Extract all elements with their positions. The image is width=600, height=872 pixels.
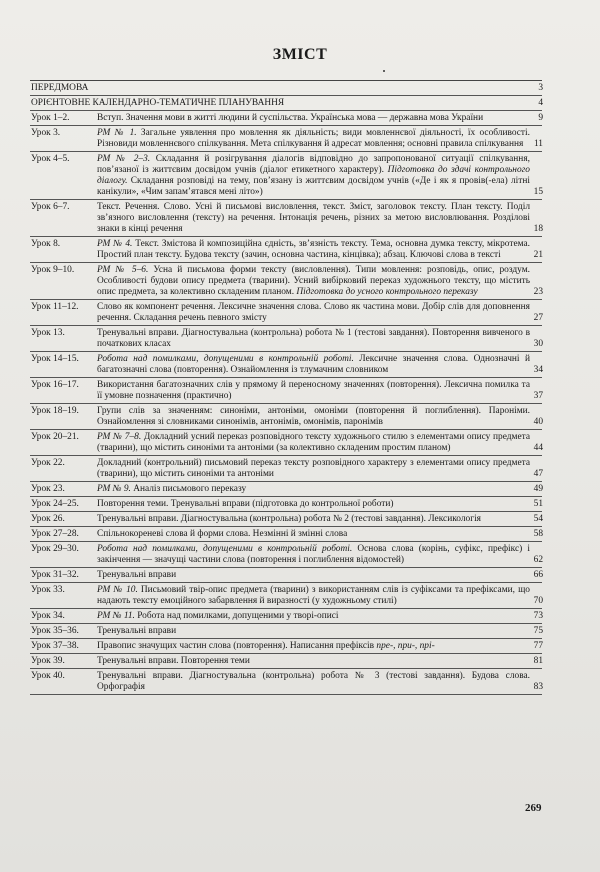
lesson-description	[97, 568, 542, 582]
toc-page-number: 49	[533, 484, 543, 494]
lesson-text-segment: Загальне уявлення про мовлення як діяльність; види мовленнєвої діяльності, їх особливості. Різновиди мовленнєвого спілкування. Мета спілкування й адресат мовлення; основні правила спілкування	[97, 128, 530, 149]
toc-page-number: 4	[538, 98, 543, 108]
toc-page-number: 18	[533, 224, 543, 234]
lesson-label: Урок 6–7.	[31, 202, 70, 212]
lesson-text	[97, 265, 542, 298]
lesson-text-segment: Тренувальні вправи. Діагностувальна (контрольна) робота № 3 (тестові завдання). Будова слова. Орфографія	[97, 671, 530, 692]
toc-page-number: 70	[533, 596, 543, 606]
lesson-description	[97, 111, 542, 125]
lesson-text	[97, 328, 542, 350]
lesson-label: Урок 35–36.	[31, 626, 79, 636]
lesson-label: Урок 11–12.	[31, 302, 79, 312]
lesson-text-segment: Тренувальні вправи. Діагностувальна (контрольна) робота № 1 (тестові завдання). Повторення вивченого в початкових класах	[97, 328, 530, 349]
lesson-description	[97, 237, 542, 262]
lesson-text-segment: Використання багатозначних слів у прямому й переносному значеннях (повторення). Лексична помилка та її умовне позначення (практично)	[97, 380, 530, 401]
toc-page-number: 54	[533, 514, 543, 524]
lesson-text-segment: Тренувальні вправи	[97, 570, 177, 580]
lesson-text-segment: Складання й розігрування діалогів відповідно до запропонованої ситуації спілкування, пов’язаної із життєвим досвідом учнів (діалог етикетного характеру).	[97, 154, 530, 175]
lesson-label: Урок 3.	[31, 128, 61, 138]
toc-lesson-row	[30, 624, 542, 639]
lesson-label: Урок 16–17.	[31, 380, 79, 390]
lesson-label: Урок 29–30.	[31, 544, 79, 554]
lesson-description	[97, 456, 542, 481]
lesson-text	[97, 671, 542, 693]
toc-lesson-row	[30, 512, 542, 527]
lesson-text	[97, 354, 542, 376]
lesson-description	[97, 482, 542, 496]
lesson-text-segment: Докладний усний переказ розповідного тексту художнього стилю з елементами опису предмета (тварини), що містить синоніми та антоніми (за колективно складеним простим планом)	[97, 432, 530, 453]
lesson-text-segment: Текст. Змістова й композиційна єдність, зв’язність тексту. Тема, основна думка тексту, мікротема. Простий план тексту. Будова тексту (зачин, основна частина, кінцівка); абзац. Ключові слова в тексті	[97, 239, 530, 260]
toc-lesson-row	[30, 482, 542, 497]
lesson-description	[97, 404, 542, 429]
toc-page-number: 15	[533, 187, 543, 197]
lesson-text	[97, 611, 542, 622]
toc-lesson-row	[30, 527, 542, 542]
lesson-text	[97, 406, 542, 428]
page-title: ЗМІСТ	[272, 46, 328, 63]
lesson-description	[97, 430, 542, 455]
lesson-label: Урок 23.	[31, 484, 65, 494]
lesson-label: Урок 34.	[31, 611, 65, 621]
lesson-label: Урок 9–10.	[31, 265, 75, 275]
lesson-text-italic: Підготовка до здачі контрольного діалогу.	[97, 165, 530, 186]
page-number: 269	[525, 802, 542, 814]
lesson-text	[97, 585, 542, 607]
lesson-text-italic: РМ № 1.	[97, 128, 137, 138]
toc-lesson-row	[30, 237, 542, 263]
lesson-text-italic: РМ № 10.	[97, 585, 138, 595]
lesson-text-italic: Робота над помилками, допущеними в контрольній роботі.	[97, 544, 353, 554]
toc-lesson-row	[30, 263, 542, 300]
toc-page-number: 51	[533, 499, 543, 509]
toc-page-number: 30	[533, 339, 543, 349]
lesson-text-italic: пре-, при-, прі-	[376, 641, 435, 651]
lesson-description	[97, 200, 542, 236]
lesson-text	[97, 544, 542, 566]
lesson-text-segment: Тренувальні вправи. Діагностувальна (контрольна) робота № 2 (тестові завдання). Лексикологія	[97, 514, 481, 524]
lesson-text	[97, 484, 542, 495]
toc-lesson-row	[30, 111, 542, 126]
lesson-description	[97, 326, 542, 351]
lesson-text	[97, 458, 542, 480]
lesson-description	[97, 669, 542, 694]
lesson-text-segment: Спільнокореневі слова й форми слова. Незмінні й змінні слова	[97, 529, 348, 539]
toc-top-entry	[30, 81, 542, 96]
lesson-text-segment: Текст. Речення. Слово. Усні й письмові висловлення, текст. Зміст, заголовок тексту. План тексту. Поділ зв’язного висловлення (тексту) на речення. Інтонація речень, різних за метою висловлювання. Розділові знаки в кінці речення	[97, 202, 530, 234]
lesson-text-segment: Складання розповіді на тему, пов’язану із життєвим досвідом учнів («Де і як я провів(-ела) літні канікули», «Чим запам’ятався мені літо»)	[97, 176, 530, 197]
lesson-description	[97, 378, 542, 403]
toc-page-number: 37	[533, 391, 543, 401]
lesson-label: Урок 14–15.	[31, 354, 79, 364]
toc-lesson-row	[30, 456, 542, 482]
toc-page-number: 73	[533, 611, 543, 621]
table-of-contents	[30, 80, 542, 695]
lesson-description	[97, 609, 542, 623]
lesson-text	[97, 626, 542, 637]
toc-top-entry	[30, 96, 542, 111]
toc-lesson-row	[30, 639, 542, 654]
lesson-text	[97, 514, 542, 525]
lesson-description	[97, 352, 542, 377]
lesson-label: Урок 40.	[31, 671, 65, 681]
lesson-text-italic: РМ № 11.	[97, 611, 135, 621]
lesson-text	[97, 529, 542, 540]
toc-lesson-row	[30, 497, 542, 512]
toc-page-number: 58	[533, 529, 543, 539]
lesson-text	[97, 641, 542, 652]
lesson-text-italic: РМ № 2–3.	[97, 154, 151, 164]
lesson-text	[97, 380, 542, 402]
toc-entry-title: ПЕРЕДМОВА	[31, 83, 89, 93]
lesson-text-segment: Докладний (контрольний) письмовий переказ тексту розповідного характеру з елементами опису предмета (тварини), що містить синоніми та антоніми	[97, 458, 530, 479]
lesson-description	[97, 639, 542, 653]
toc-page-number: 83	[533, 682, 543, 692]
lesson-text-segment: Тренувальні вправи. Повторення теми	[97, 656, 250, 666]
lesson-label: Урок 13.	[31, 328, 65, 338]
lesson-text-italic: Робота над помилками, допущеними в контрольній роботі.	[97, 354, 354, 364]
lesson-text-italic: РМ № 5–6.	[97, 265, 149, 275]
toc-lesson-row	[30, 126, 542, 152]
lesson-text	[97, 202, 542, 235]
lesson-text	[97, 499, 542, 510]
lesson-text-segment: Робота над помилками, допущеними у творі-описі	[134, 611, 339, 621]
lesson-text	[97, 432, 542, 454]
lesson-text-segment: Слово як компонент речення. Лексичне значення слова. Слово як частина мови. Добір слів для доповнення речення. Складання речень певного змісту	[97, 302, 530, 323]
toc-lesson-row	[30, 378, 542, 404]
lesson-label: Урок 1–2.	[31, 113, 70, 123]
lesson-text-segment: Усна й письмова форми тексту (висловлення). Типи мовлення: розповідь, опис, роздум. Особливості будови опису предмета (тварини). Усний вибірковий переказ художнього тексту, що містить опис предмета, за колективно складеним планом.	[97, 265, 530, 297]
lesson-description	[97, 263, 542, 299]
toc-page-number: 11	[533, 139, 543, 149]
lesson-text-segment: Аналіз письмового переказу	[130, 484, 247, 494]
toc-lesson-row	[30, 568, 542, 583]
lesson-label: Урок 20–21.	[31, 432, 79, 442]
lesson-label: Урок 18–19.	[31, 406, 79, 416]
lesson-text-segment: Письмовий твір-опис предмета (тварини) з використанням слів із суфіксами та префіксами, що надають тексту емоційного забарвлення й виразності (у художньому стилі)	[97, 585, 530, 606]
toc-lesson-row	[30, 669, 542, 695]
toc-page-number: 77	[533, 641, 543, 651]
lesson-text-segment: Правопис значущих частин слова (повторення). Написання префіксів	[97, 641, 377, 651]
lesson-text-segment: Повторення теми. Тренувальні вправи (підготовка до контрольної роботи)	[97, 499, 394, 509]
lesson-text-segment: Тренувальні вправи	[97, 626, 177, 636]
lesson-text-segment: Основа слова (корінь, суфікс, префікс) і закінчення — значущі частини слова (повторення і поглиблення відомостей)	[97, 544, 530, 565]
toc-lesson-row	[30, 654, 542, 669]
toc-lesson-row	[30, 152, 542, 200]
toc-page-number: 3	[538, 83, 543, 93]
lesson-description	[97, 300, 542, 325]
lesson-text-italic: РМ № 4.	[97, 239, 133, 249]
lesson-description	[97, 152, 542, 199]
lesson-text	[97, 239, 542, 261]
toc-lesson-row	[30, 404, 542, 430]
toc-entry-text	[30, 96, 542, 110]
lesson-label: Урок 24–25.	[31, 499, 79, 509]
toc-lesson-row	[30, 326, 542, 352]
lesson-description	[97, 624, 542, 638]
lesson-text-italic: РМ № 7–8.	[97, 432, 142, 442]
lesson-label: Урок 8.	[31, 239, 61, 249]
toc-page-number: 62	[533, 555, 543, 565]
toc-page-number: 66	[533, 570, 543, 580]
toc-entry-title: ОРІЄНТОВНЕ КАЛЕНДАРНО-ТЕМАТИЧНЕ ПЛАНУВАННЯ	[31, 98, 285, 108]
lesson-label: Урок 31–32.	[31, 570, 79, 580]
lesson-label: Урок 4–5.	[31, 154, 70, 164]
lesson-description	[97, 126, 542, 151]
lesson-text-segment: Лексичне значення слова. Однозначні й багатозначні слова (повторення). Ознайомлення із тлумачним словником	[97, 354, 530, 375]
toc-page-number: 23	[533, 287, 543, 297]
lesson-text	[97, 113, 542, 124]
toc-lesson-row	[30, 583, 542, 609]
toc-page-number: 47	[533, 469, 543, 479]
toc-lesson-row	[30, 430, 542, 456]
lesson-text-segment: Вступ. Значення мови в житті людини й суспільства. Українська мова — державна мова України	[97, 113, 484, 123]
toc-lesson-row	[30, 609, 542, 624]
lesson-label: Урок 33.	[31, 585, 65, 595]
toc-page-number: 9	[538, 113, 543, 123]
toc-lesson-row	[30, 300, 542, 326]
lesson-description	[97, 527, 542, 541]
lesson-description	[97, 542, 542, 567]
toc-page-number: 44	[533, 443, 543, 453]
lesson-label: Урок 27–28.	[31, 529, 79, 539]
toc-lesson-row	[30, 352, 542, 378]
lesson-description	[97, 512, 542, 526]
lesson-label: Урок 26.	[31, 514, 65, 524]
toc-page-number: 21	[533, 250, 543, 260]
lesson-text	[97, 128, 542, 150]
toc-lesson-row	[30, 200, 542, 237]
lesson-text	[97, 302, 542, 324]
lesson-text-italic: РМ № 9.	[97, 484, 131, 494]
lesson-label: Урок 39.	[31, 656, 65, 666]
lesson-label: Урок 22.	[31, 458, 65, 468]
lesson-text-segment: Групи слів за значенням: синоніми, антоніми, омоніми (повторення й поглиблення). Пароніми. Ознайомлення зі словниками синонімів, антонімів, омонімів, паронімів	[97, 406, 530, 427]
lesson-description	[97, 497, 542, 511]
toc-entry-text	[30, 81, 542, 95]
lesson-description	[97, 583, 542, 608]
lesson-text	[97, 570, 542, 581]
toc-page-number: 81	[533, 656, 543, 666]
lesson-label: Урок 37–38.	[31, 641, 79, 651]
toc-lesson-row	[30, 542, 542, 568]
toc-page-number: 40	[533, 417, 543, 427]
lesson-description	[97, 654, 542, 668]
lesson-text-italic: Підготовка до усного контрольного переказу	[296, 287, 478, 297]
lesson-text	[97, 656, 542, 667]
toc-page-number: 27	[533, 313, 543, 323]
print-speck	[383, 70, 385, 72]
toc-page-number: 75	[533, 626, 543, 636]
toc-page-number: 34	[533, 365, 543, 375]
lesson-text	[97, 154, 542, 198]
